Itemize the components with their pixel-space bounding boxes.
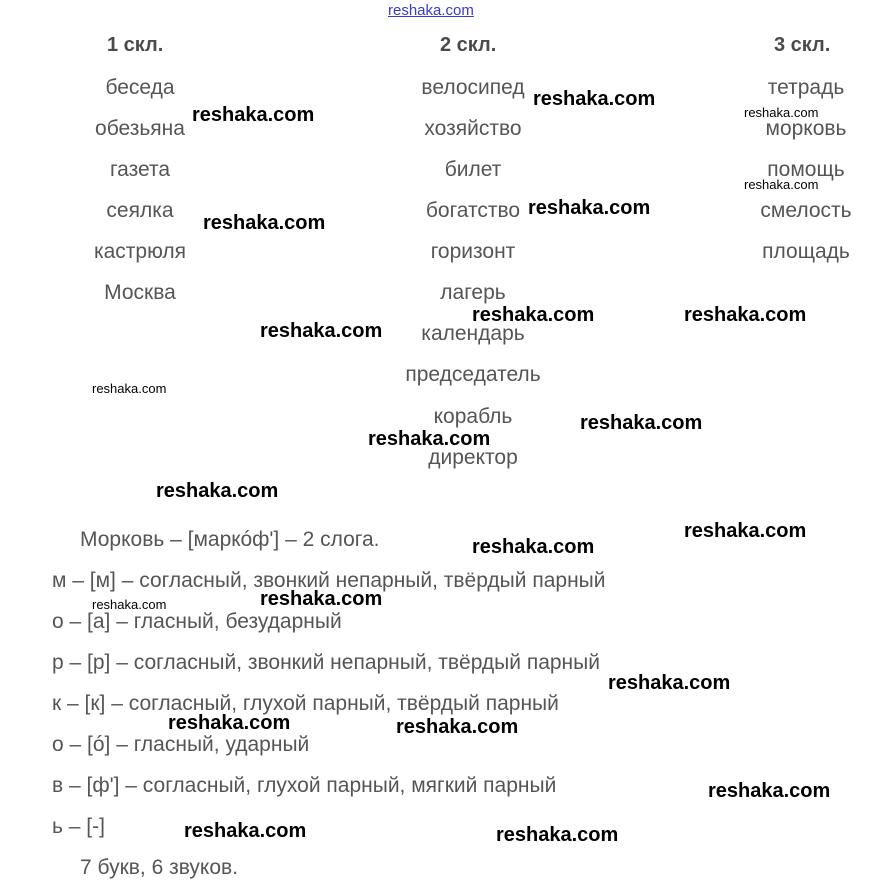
watermark: reshaka.com xyxy=(184,820,307,842)
word-col2: хозяйство xyxy=(424,117,522,140)
analysis-line: о – [ó] – гласный, ударный xyxy=(52,733,310,756)
watermark: reshaka.com xyxy=(396,716,519,738)
header-declension-3: 3 скл. xyxy=(774,34,831,56)
word-col3: помощь xyxy=(767,158,845,181)
analysis-line: р – [р] – согласный, звонкий непарный, твёрдый парный xyxy=(52,651,600,674)
word-col3: смелость xyxy=(760,199,852,222)
word-col2: председатель xyxy=(405,363,541,386)
word-col2: велосипед xyxy=(421,76,525,99)
watermark: reshaka.com xyxy=(92,597,167,612)
word-col2: директор xyxy=(428,446,518,469)
word-col1: беседа xyxy=(105,76,175,99)
watermark: reshaka.com xyxy=(192,104,315,126)
analysis-line: о – [а] – гласный, безударный xyxy=(52,610,342,633)
watermark: reshaka.com xyxy=(533,88,656,110)
watermark: reshaka.com xyxy=(168,712,291,734)
analysis-line: к – [к] – согласный, глухой парный, твёрдый парный xyxy=(52,692,559,715)
word-col2: лагерь xyxy=(440,281,506,304)
word-col3: морковь xyxy=(765,117,847,140)
word-col2: горизонт xyxy=(430,240,516,263)
word-col2: корабль xyxy=(433,405,513,428)
header-declension-2: 2 скл. xyxy=(440,34,497,56)
watermark: reshaka.com xyxy=(684,520,807,542)
watermark: reshaka.com xyxy=(496,824,619,846)
word-col2: билет xyxy=(444,158,502,181)
watermark: reshaka.com xyxy=(528,197,651,219)
word-col1: Москва xyxy=(104,281,176,304)
watermark: reshaka.com xyxy=(368,428,491,450)
watermark: reshaka.com xyxy=(608,672,731,694)
word-col3: тетрадь xyxy=(767,76,845,99)
watermark: reshaka.com xyxy=(92,381,167,396)
watermark: reshaka.com xyxy=(684,304,807,326)
word-col2: календарь xyxy=(421,322,525,345)
word-col1: обезьяна xyxy=(95,117,185,140)
word-col1: кастрюля xyxy=(93,240,187,263)
analysis-summary: 7 букв, 6 звуков. xyxy=(80,856,239,879)
header-declension-1: 1 скл. xyxy=(107,34,164,56)
watermark: reshaka.com xyxy=(744,105,819,120)
watermark: reshaka.com xyxy=(472,536,595,558)
analysis-title: Морковь – [маркóф'] – 2 слога. xyxy=(80,528,380,551)
watermark: reshaka.com xyxy=(156,480,279,502)
watermark: reshaka.com xyxy=(472,304,595,326)
watermark: reshaka.com xyxy=(260,320,383,342)
word-col1: газета xyxy=(109,158,171,181)
analysis-line: ь – [-] xyxy=(52,815,105,838)
analysis-line: в – [ф'] – согласный, глухой парный, мягкий парный xyxy=(52,774,557,797)
watermark: reshaka.com xyxy=(580,412,703,434)
watermark: reshaka.com xyxy=(744,177,819,192)
watermark: reshaka.com xyxy=(708,780,831,802)
site-link[interactable]: reshaka.com xyxy=(388,2,474,19)
analysis-line: м – [м] – согласный, звонкий непарный, твёрдый парный xyxy=(52,569,606,592)
word-col1: сеялка xyxy=(106,199,174,222)
watermark: reshaka.com xyxy=(260,588,383,610)
word-col3: площадь xyxy=(762,240,850,263)
word-col2: богатство xyxy=(425,199,521,222)
watermark: reshaka.com xyxy=(203,212,326,234)
